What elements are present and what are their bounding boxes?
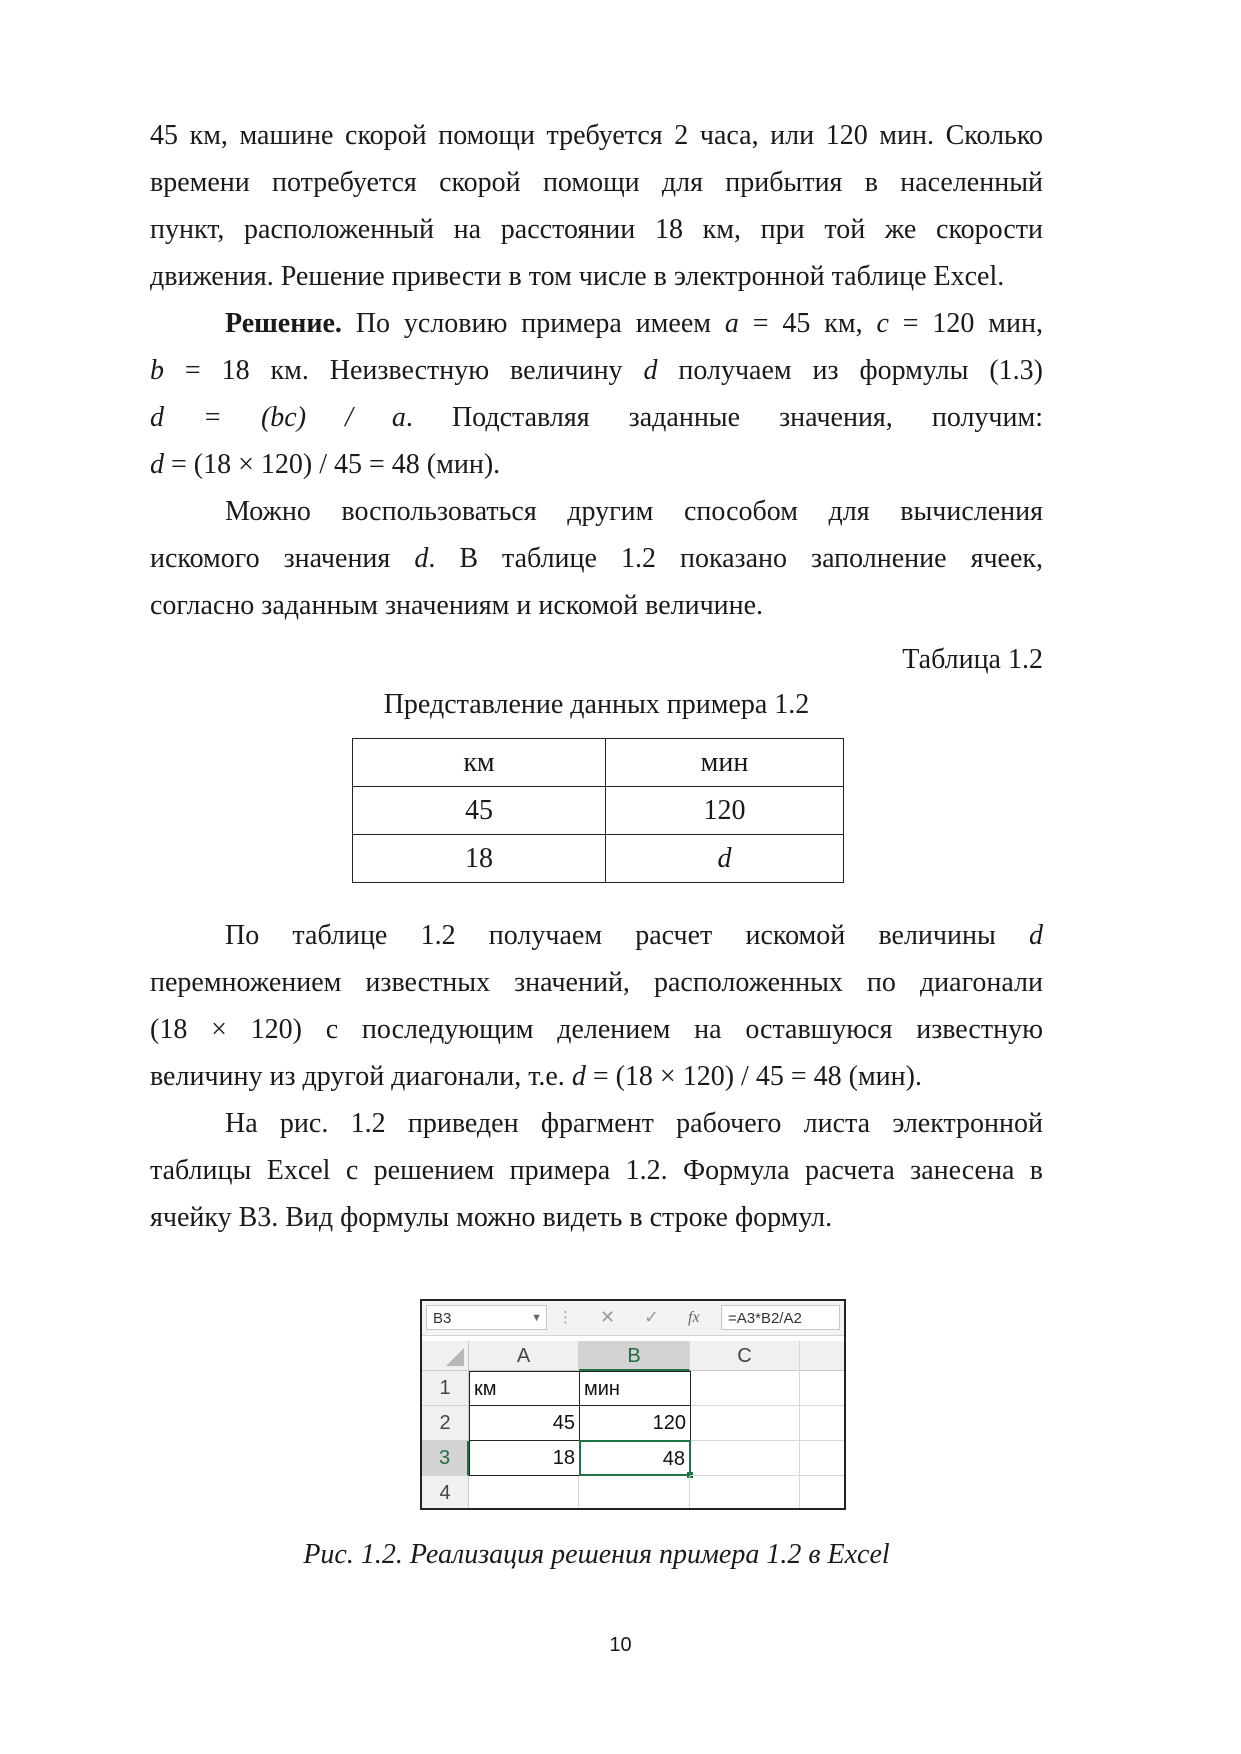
cell-a4[interactable] bbox=[469, 1476, 579, 1510]
paragraph-figure-intro bbox=[150, 1100, 1043, 1241]
table-cell: мин bbox=[606, 739, 844, 787]
cell-c1[interactable] bbox=[690, 1371, 800, 1406]
cell-d2[interactable] bbox=[800, 1406, 846, 1441]
name-box[interactable]: B3 ▼ bbox=[426, 1305, 547, 1330]
formula-input[interactable]: =A3*B2/A2 bbox=[721, 1305, 840, 1330]
text-line: d = (18 × 120) / 45 = 48 (мин). bbox=[150, 449, 501, 480]
table-row bbox=[353, 739, 844, 787]
cancel-icon[interactable]: ✕ bbox=[600, 1307, 616, 1327]
row-header-2[interactable]: 2 bbox=[422, 1406, 469, 1441]
cell-c2[interactable] bbox=[690, 1406, 800, 1441]
chevron-down-icon[interactable]: ▼ bbox=[531, 1312, 542, 1324]
data-table bbox=[352, 738, 844, 883]
table-cell: км bbox=[353, 739, 606, 787]
column-header-b[interactable]: B bbox=[579, 1341, 690, 1371]
paragraph-alternative-method bbox=[150, 488, 1043, 629]
enter-icon[interactable]: ✓ bbox=[644, 1307, 660, 1327]
formula-text: d = (bc) / a bbox=[150, 402, 406, 433]
table-cell: 120 bbox=[606, 787, 844, 835]
cell-c3[interactable] bbox=[690, 1441, 800, 1476]
table-cell: d bbox=[606, 835, 844, 883]
text-line: пункт, расположенный на расстоянии 18 км, при той же скорости bbox=[150, 214, 1043, 245]
formula-bar bbox=[422, 1301, 844, 1336]
table-cell: 45 bbox=[353, 787, 606, 835]
table-row bbox=[353, 835, 844, 883]
text-line: времени потребуется скорой помощи для прибытия в населенный bbox=[150, 167, 1043, 198]
column-header-a[interactable]: A bbox=[469, 1341, 579, 1371]
cell-d1[interactable] bbox=[800, 1371, 846, 1406]
insert-function-icon[interactable]: fx bbox=[688, 1309, 700, 1326]
text-line: согласно заданным значениям и искомой величине. bbox=[150, 590, 764, 621]
cell-c4[interactable] bbox=[690, 1476, 800, 1510]
text-line: На рис. 1.2 приведен фрагмент рабочего листа электронной bbox=[225, 1108, 1043, 1139]
cell-b2[interactable]: 120 bbox=[579, 1405, 691, 1441]
text-line: искомого значения d. В таблице 1.2 показано заполнение ячеек, bbox=[150, 543, 1043, 574]
text-line: Можно воспользоваться другим способом для вычисления bbox=[225, 496, 1043, 527]
text-line: Решение. По условию примера имеем a = 45 км, c = 120 мин, bbox=[225, 308, 1043, 339]
table-cell: 18 bbox=[353, 835, 606, 883]
text-line: таблицы Excel с решением примера 1.2. Формула расчета занесена в bbox=[150, 1155, 1043, 1186]
cell-a3[interactable]: 18 bbox=[469, 1440, 580, 1476]
text-line: ячейку B3. Вид формулы можно видеть в строке формул. bbox=[150, 1202, 833, 1233]
text-line: По таблице 1.2 получаем расчет искомой величины d bbox=[225, 920, 1043, 951]
column-header-c[interactable]: C bbox=[690, 1341, 800, 1371]
cell-b4[interactable] bbox=[579, 1476, 690, 1510]
excel-screenshot bbox=[420, 1299, 846, 1510]
select-all-corner[interactable] bbox=[422, 1341, 469, 1371]
cell-d3[interactable] bbox=[800, 1441, 846, 1476]
table-title: Представление данных примера 1.2 bbox=[383, 689, 810, 720]
cell-a1[interactable]: км bbox=[469, 1371, 580, 1406]
grip-dots-icon: ⋮ bbox=[558, 1309, 573, 1326]
row-header-3[interactable]: 3 bbox=[422, 1441, 469, 1476]
text-line: (18 × 120) с последующим делением на оставшуюся известную bbox=[150, 1014, 1043, 1045]
row-header-1[interactable]: 1 bbox=[422, 1371, 469, 1406]
solution-label: Решение. bbox=[225, 308, 342, 339]
text-line: перемножением известных значений, расположенных по диагонали bbox=[150, 967, 1043, 998]
text-line: b = 18 км. Неизвестную величину d получаем из формулы (1.3) bbox=[150, 355, 1044, 386]
select-all-icon bbox=[446, 1348, 464, 1366]
figure-caption: Рис. 1.2. Реализация решения примера 1.2 в Excel bbox=[303, 1539, 890, 1570]
table-row bbox=[353, 787, 844, 835]
text-line: величину из другой диагонали, т.е. d = (18 × 120) / 45 = 48 (мин). bbox=[150, 1061, 922, 1092]
table-number: Таблица 1.2 bbox=[902, 644, 1043, 675]
text-line: 45 км, машине скорой помощи требуется 2 часа, или 120 мин. Сколько bbox=[150, 120, 1043, 151]
paragraph-diagonal-method bbox=[150, 912, 1043, 1100]
cell-b1[interactable]: мин bbox=[579, 1371, 691, 1406]
text-line: d = (bc) / a. Подставляя заданные значения, получим: bbox=[150, 402, 1043, 433]
page-number: 10 bbox=[609, 1634, 632, 1656]
text-line: движения. Решение привести в том числе в электронной таблице Excel. bbox=[150, 261, 1005, 292]
column-header-next[interactable] bbox=[800, 1341, 846, 1371]
paragraph-problem-end bbox=[150, 112, 1043, 300]
paragraph-solution bbox=[150, 300, 1043, 488]
cell-d4[interactable] bbox=[800, 1476, 846, 1510]
cell-a2[interactable]: 45 bbox=[469, 1405, 580, 1441]
cell-b3-active[interactable]: 48 bbox=[579, 1440, 691, 1476]
row-header-4[interactable]: 4 bbox=[422, 1476, 469, 1510]
